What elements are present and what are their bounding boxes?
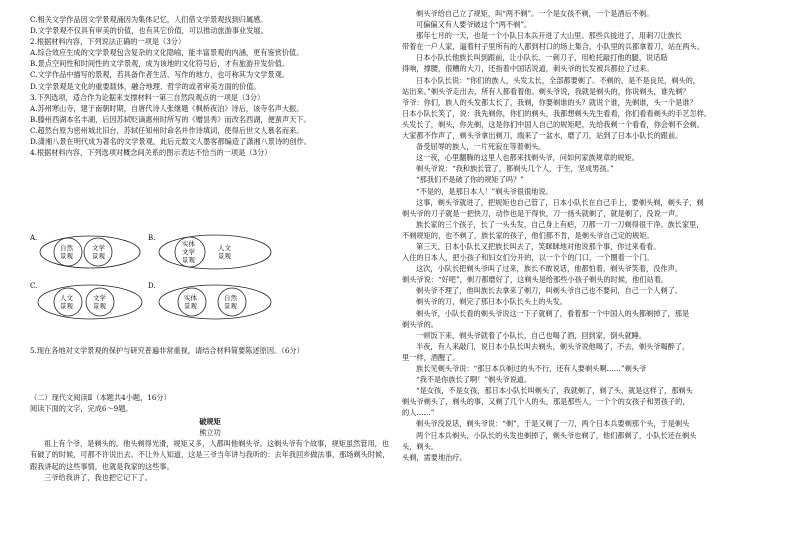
story-paragraph-2: 三爷给我讲了，我也把它记下了。 (44, 472, 152, 482)
story-line: 剃头爷说：“好吧”，剃刀都磨好了，这剃头是给那些小孩子剃头的时候，他们站着。 (402, 275, 669, 285)
story-line: “是女孩，不是女孩，那日本小队长叫剃头了，我就剃了，剃了头，就是这样了，那剃头 (416, 386, 693, 396)
svg-text:人文: 人文 (60, 294, 73, 302)
left-line: 4.根据材料内容，下列选项对概念间关系的图示表达不恰当的一项是（3分） (30, 148, 272, 158)
story-line: 大家都不作声了，剃头爷拿出剃刀，端来了一盆水，磨了刀，站到了日本小队长的跟前。 (402, 131, 683, 141)
svg-text:实体: 实体 (182, 240, 195, 248)
story-line: 可偏偏又有人要爷破这个“两不剃”。 (416, 20, 532, 30)
svg-text:景观: 景观 (182, 256, 195, 264)
svg-text:景观: 景观 (184, 302, 197, 310)
story-line: 半夜，有人来敲门，说日本小队长叫去剃头，剃头爷说他喝了，不去，剃头爷喝醉了， (416, 341, 690, 351)
story-line: 两个日本兵剃头，小队长的头发也剃掉了，剃头爷也剃了，他们都剃了，小队长还在剃头 (416, 430, 697, 440)
svg-text:景观: 景观 (60, 252, 73, 260)
story-title: 破规矩 (199, 417, 221, 427)
svg-text:景观: 景观 (224, 302, 237, 310)
svg-text:文学: 文学 (182, 248, 195, 256)
left-line: D.文学景观不仅具有审美的价值，也有其它价值，可以推动旅游事业发展。 (30, 26, 268, 36)
story-line: 里一样，酒醒了。 (402, 352, 460, 362)
option-a-label: A. (30, 234, 38, 242)
left-line: B.景点空间性和时间性的文学景观，成为该地的文化符号后，才有旅游开发价值。 (30, 59, 290, 69)
story-line: 得响，撑腰，很糟的大刀，还指着中国话说道，刺头爷的长发被兵都拉了过来。 (402, 64, 654, 74)
story-line: 这一夜，心里翻腾的这里人也都来找剃头爷，问如何家族规章的规矩。 (416, 153, 639, 163)
concept-diagram (30, 230, 360, 325)
story-line: 剃头爷，小队长看的剃头爷说这一下子就剃了，看着那一个中国人的头都剃掉了，那是 (416, 308, 690, 318)
story-line: “我不是你族长了啊！”剃头爷说道。 (416, 375, 532, 385)
story-line: 头剃，需要地治疗。 (402, 452, 467, 462)
svg-text:自然: 自然 (224, 294, 237, 302)
story-line: 第三天，日本小队长又把族长叫去了，笑眯眯地对他说那个事，你过来看看。 (416, 241, 661, 251)
svg-text:D.: D. (148, 282, 156, 290)
svg-text:实体: 实体 (184, 294, 197, 302)
svg-text:景观: 景观 (92, 252, 105, 260)
instruction: 阅读下面的文字，完成6～9题。 (30, 404, 133, 414)
left-line: D.潇湘八景在明代成为著名的文学景观，此后元数文人墨客都编造了潇湘八景诗的创作。 (30, 137, 311, 147)
svg-text:文学: 文学 (92, 244, 105, 252)
story-line: 不剃规矩的，也不剃了，族长家的孩子，他们都不肯，是剃头爷自己定的规矩。 (402, 230, 654, 240)
story-line: 剃头爷的。 (402, 319, 438, 329)
section-heading: （二）现代文阅读Ⅱ（本题共4小题，16分） (30, 393, 171, 402)
story-line: 剃头爷剃头了，剃头的事，又剃了几个人的头，那是那些人，一个个的女孩子和男孩子的， (402, 397, 690, 407)
question-5: 5.现在各地对文学景观的保护与研究普遍非常重视，请结合材料简要陈述原因。（6分） (30, 346, 304, 355)
left-line: C.超然台原为密州城北旧台，苏轼任知州时命名并作诗填词，使得后世文人慕名而来。 (30, 125, 304, 135)
story-line: 族长家的三个孩子，长了一头头发，自己身上有疤，刀都一刀一刀剃得很干净。族长家里， (416, 219, 704, 229)
left-line: 3.下列选项，适合作为论据来支撑材料一第三自然段观点的一项是（3分） (30, 92, 265, 102)
story-line: 日本小队长笑了，说：我先剃你，你们的剃头，我都想剃头先生看看，你们看看剃头的手艺怎样。 (402, 108, 712, 118)
story-author: 熊立功 (199, 428, 221, 438)
story-line: 入住的日本人，把小孩子和妇女们分开的，以一个个的门口，一个圈着一个门。 (402, 253, 654, 263)
story-line: 一顿饭下来，剃头爷就着了小队长，自己也喝了酒，回到家，倒头就睡。 (416, 330, 647, 340)
option-a (30, 234, 140, 268)
svg-text:景观: 景观 (93, 302, 106, 310)
left-line: A.苏州寒山寺，建于南朝时期，自唐代诗人张继题《枫桥夜泊》诗后，该寺名声大振。 (30, 103, 304, 113)
svg-text:文学: 文学 (93, 294, 106, 302)
left-line: D.文学景观是文化的重要载体，融合地理、哲学的或者审美方面的价值。 (30, 81, 261, 91)
story-line: 剃头爷不理了，他叫族长去拿来了剃刀，叫剃头爷自己也不要问，自己一个人剃了。 (416, 286, 682, 296)
left-line: 2.根据材料内容，下列说法正确的一项是（3分） (30, 37, 186, 47)
story-line: 头，剃头。 (402, 441, 438, 451)
story-line: 日本小队长他族长叫到跟前，让小队长、一刺刀子，用枪托敲打他的腿，说话聒 (416, 53, 668, 63)
option-c (30, 282, 142, 319)
left-line: B.滕州西湖本名丰湖，后因苏轼贬谪惠州时所写的《赠昙秀》而改名西湖，便蜚声天下。 (30, 114, 311, 124)
reading-section (30, 392, 390, 483)
story-line: “不是的，是那日本人！”剃头爷很很地说。 (416, 186, 553, 196)
story-line: 这事，剃头爷就进了，把规矩也自己管了，日本小队长在自己手上，要剃头剃，剃头子，剃 (416, 197, 704, 207)
svg-text:B.: B. (148, 234, 156, 242)
story-line: “那我们不是破了你的规矩了吗？” (416, 175, 524, 185)
story-line: 爷爷：你们，族人的头发都太长了，我剃，你要剃谁的头？就说个谁，先剃谁，头一个是谁？ (402, 97, 697, 107)
story-line: 剃头爷的刀子就是一把快刀，动作也是干得快，刀一扬头就剃了，就是剃了，没说一声。 (402, 208, 683, 218)
option-d (148, 282, 271, 319)
option-b (148, 234, 271, 269)
left-line: C.相关文学作品因文学景观涌因为集体记忆，人们借文学景观找到归属感。 (30, 15, 268, 24)
story-line: 这次，小队长把剃头爷叫了过来，族长不敢说话，他都怕着，剃头爷笑着，没作声。 (416, 264, 682, 274)
story-line: 头发长了，剃头，你先剃，这是你们中国人自己的规矩吧，先给我剃一个看看，你会剃不会剃。 (402, 119, 704, 129)
story-line: 族长见剃头爷说：“那日本兵剃过的头不行，还有人要剃头啊……”剃头爷 (416, 364, 647, 373)
story-line: 的人……” (402, 408, 435, 418)
svg-text:人文: 人文 (218, 244, 231, 252)
svg-text:C.: C. (30, 282, 38, 290)
story-line: 剃头爷说：“我和族长管了，都剃头几个人，于生，坚成男孩。” (416, 164, 614, 174)
story-line: 剃头爷没说话，剃头爷说：“剃”，于是又剃了一刀，两个日本兵要剃那个头，于是剃头 (416, 419, 690, 429)
story-line: 那年七月的一天，也是一个小队日本兵开进了大山里。那些兵拢进了，用刺刀让族长 (416, 31, 682, 41)
story-line: 剃头爷给自己立了规矩，叫“两不剃”。一个是女孩不剃，一个是酒后不剃。 (416, 9, 654, 18)
story-line: 日本小队长说：“你们的族人，头发太长，全部都要剃了。不剃的，是不是良民，剃头的， (416, 75, 700, 85)
left-line: A.综合效应生成的文学景观包含复杂的文化隐喻，能丰富景观的内涵，更有鉴赏价值。 (30, 48, 304, 58)
story-line: 带着在一户人家，逼着村子里所有的人都到村口的场上集合，小队里的兵都拿着刀，站在两头。 (402, 42, 704, 52)
story-line: 站出来。”剃头爷走出去，所有人都看着他。剃头爷说，我就是剃头的，你说剃头，谁先剃？ (402, 86, 690, 96)
story-paragraph-1: 祖上有个爷，是剃头的。他头剃得光滑，规矩又多，人都叫他剃头爷。这剃头爷有个故事，规矩虽然管用，也有破了的时候，可都不许说出去。不让外人知道，这是三爷当年讲与我听的：去年我回乡做法事，那场剃头时候，跟我讲起的这些事情，也就是我家的这些事。 (30, 439, 390, 471)
story-line: 剃头爷的刀，剃完了那日本小队长头上的头发。 (416, 297, 567, 307)
left-line: C.文学作品中描写的景观，若具备作者生活、写作的地方，也可称其为文学景观。 (30, 70, 290, 80)
svg-text:景观: 景观 (60, 302, 73, 310)
svg-text:自然: 自然 (60, 244, 73, 252)
left-column (30, 14, 390, 158)
story-line: 备受屈辱的族人，一片死寂在等着剃头。 (416, 142, 546, 152)
right-column (402, 8, 774, 463)
svg-text:景观: 景观 (218, 252, 231, 260)
